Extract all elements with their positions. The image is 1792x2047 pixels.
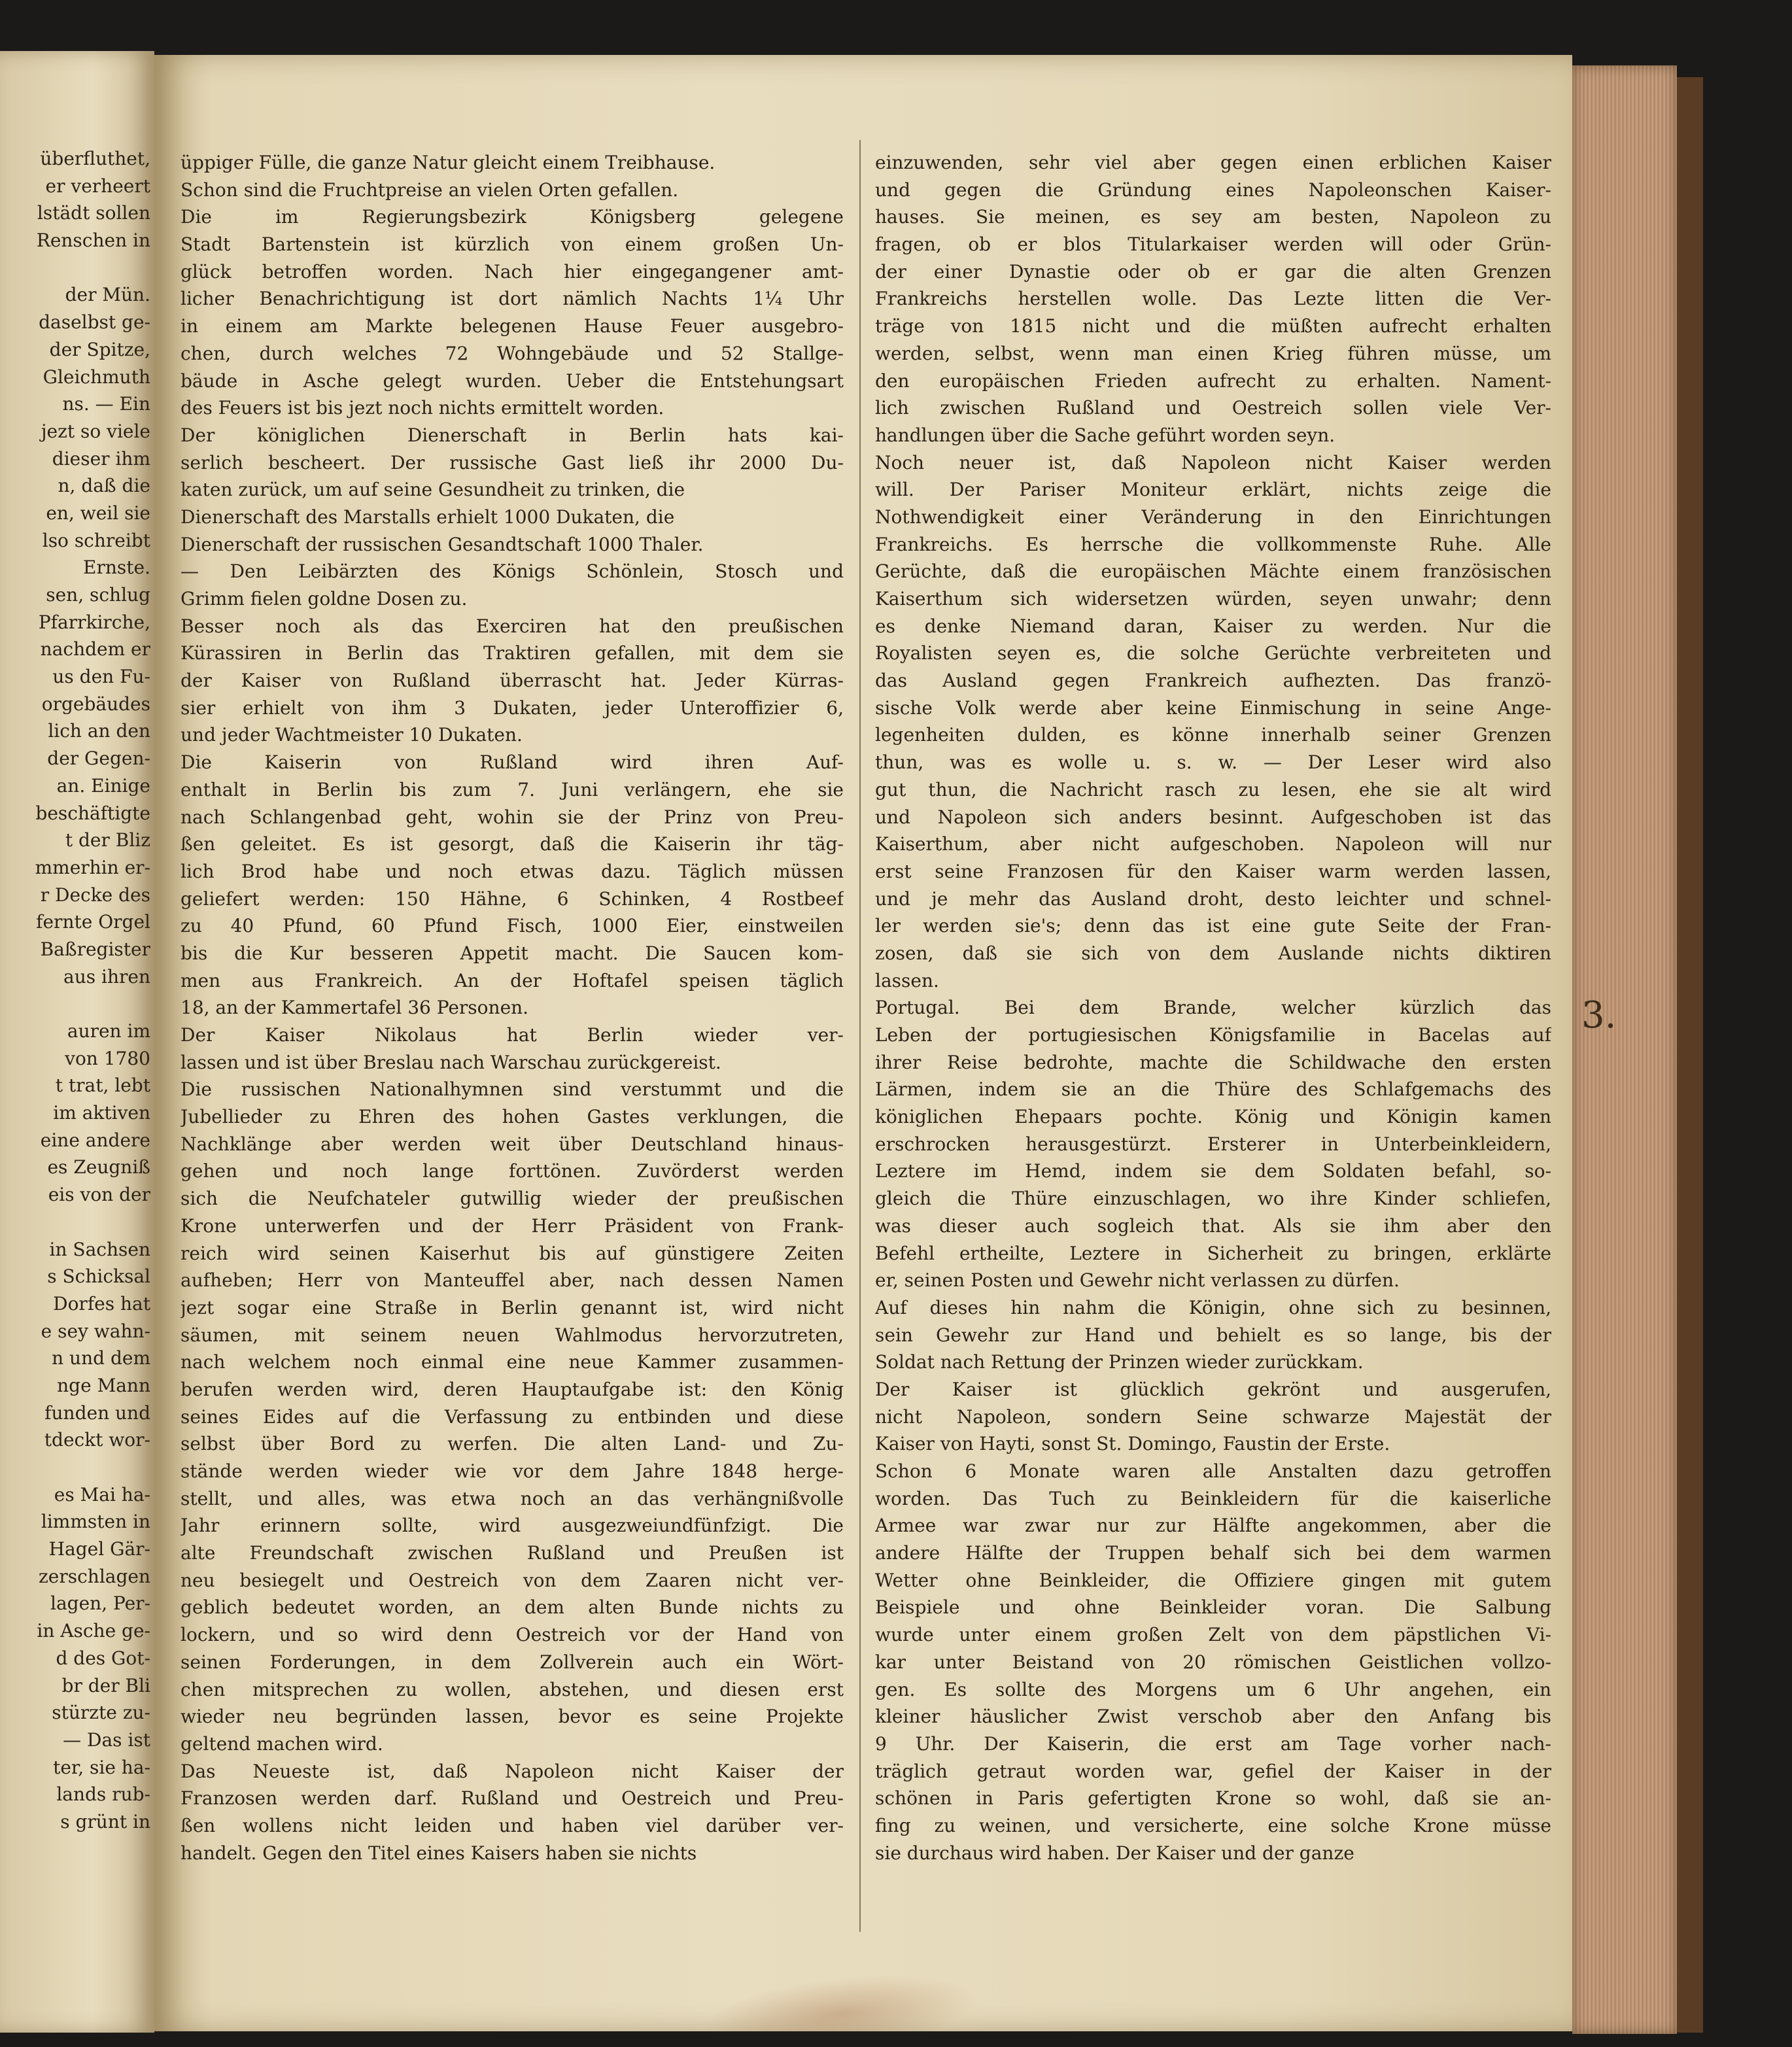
text-line: handlungen über die Sache geführt worden seyn. — [875, 424, 1335, 446]
text-line: Befehl ertheilte, Leztere in Sicherheit zu bringen, erklärte — [875, 1242, 1551, 1264]
text-line: neu besiegelt und Oestreich von dem Zaaren nicht ver- — [181, 1569, 844, 1591]
text-line: selbst über Bord zu werfen. Die alten Land- und Zu- — [181, 1433, 844, 1455]
text-line: Dienerschaft der russischen Gesandtschaft 1000 Thaler. — [181, 533, 704, 555]
text-line: Jahr erinnern sollte, wird ausgezweiundfünfzigt. Die — [181, 1515, 844, 1537]
text-line: seines Eides auf die Verfassung zu entbinden und diese — [181, 1405, 844, 1428]
text-line: schönen in Paris gefertigten Krone so wohl, daß sie an- — [875, 1787, 1551, 1810]
text-line: will. Der Pariser Moniteur erklärt, nichts zeige die — [875, 479, 1551, 501]
text-line: fragen, ob er blos Titularkaiser werden will oder Grün- — [875, 233, 1551, 256]
text-line: andere Hälfte der Truppen behalf sich bei dem warmen — [875, 1542, 1551, 1564]
text-line: der einer Dynastie oder ob er gar die alten Grenzen — [875, 260, 1551, 283]
text-line: wurde unter einem großen Zelt von dem päpstlichen Vi- — [875, 1624, 1551, 1646]
text-line: überfluthet, — [40, 148, 150, 169]
text-line: fernte Orgel — [36, 911, 150, 933]
text-line: Frankreichs herstellen wolle. Das Lezte litten die Ver- — [875, 288, 1551, 310]
text-line: Grimm fielen goldne Dosen zu. — [181, 588, 468, 610]
text-line: Ernste. — [83, 557, 150, 579]
text-line: Kaiser von Hayti, sonst St. Domingo, Faustin der Erste. — [875, 1433, 1390, 1455]
text-line: hauses. Sie meinen, es sey am besten, Napoleon zu — [875, 206, 1551, 228]
text-line: Soldat nach Rettung der Prinzen wieder zurückkam. — [875, 1351, 1364, 1373]
text-line: worden. Das Tuch zu Beinkleidern für die kaiserliche — [875, 1487, 1551, 1509]
text-line: sier erhielt von ihm 3 Dukaten, jeder Unteroffizier 6, — [181, 697, 844, 719]
text-line: er verheert — [45, 175, 150, 197]
text-line: Krone unterwerfen und der Herr Präsident von Frank- — [181, 1214, 844, 1237]
text-line: alte Freundschaft zwischen Rußland und Preußen ist — [181, 1542, 844, 1564]
text-line: kleiner häuslicher Zwist verschob aber den Anfang bis — [875, 1706, 1551, 1728]
text-line: der Gegen- — [47, 748, 150, 770]
text-line: lagen, Per- — [50, 1592, 150, 1615]
text-line: Dorfes hat — [53, 1292, 150, 1315]
text-line: Baßregister — [40, 938, 150, 960]
text-line: bäude in Asche gelegt wurden. Ueber die Entstehungsart — [181, 370, 844, 392]
text-line: stürzte zu- — [52, 1702, 150, 1724]
text-line: stände werden wieder wie vor dem Jahre 1848 herge- — [181, 1460, 844, 1482]
text-line: aufheben; Herr von Manteuffel aber, nach dessen Namen — [181, 1269, 844, 1292]
text-line: mmerhin er- — [35, 856, 150, 878]
text-line: stellt, und alles, was etwa noch an das verhängnißvolle — [181, 1487, 844, 1509]
text-line: t trat, lebt — [55, 1075, 150, 1097]
text-line: tdeckt wor- — [44, 1429, 150, 1451]
text-line: enthalt in Berlin bis zum 7. Juni verlängern, ehe sie — [181, 778, 844, 800]
text-line: nge Mann — [57, 1374, 150, 1396]
text-line: bis die Kur besseren Appetit macht. Die Saucen kom- — [181, 942, 844, 964]
text-line: Der königlichen Dienerschaft in Berlin hats kai- — [181, 424, 844, 446]
text-line: Auf dieses hin nahm die Königin, ohne sich zu besinnen, — [875, 1296, 1551, 1318]
text-line: nach welchem noch einmal eine neue Kammer zusammen- — [181, 1351, 844, 1373]
text-line: zerschlagen — [39, 1565, 150, 1587]
text-line: katen zurück, um auf seine Gesundheit zu trinken, die — [181, 479, 685, 501]
text-line: Gerüchte, daß die europäischen Mächte einem französischen — [875, 560, 1551, 583]
text-line: n, daß die — [58, 475, 150, 497]
text-line: Armee war zwar nur zur Hälfte angekommen, aber die — [875, 1515, 1551, 1537]
text-line: der Mün. — [65, 284, 150, 306]
text-line — [7, 254, 150, 282]
text-line: gehen und noch lange forttönen. Zuvörderst werden — [181, 1160, 844, 1182]
text-line — [7, 1209, 150, 1236]
text-line: men aus Frankreich. An der Hoftafel speisen täglich — [181, 969, 844, 991]
text-line: thun, was es wolle u. s. w. — Der Leser wird also — [875, 751, 1551, 774]
text-line: träglich getraut worden war, gefiel der Kaiser in der — [875, 1760, 1551, 1782]
text-line: — Das ist — [63, 1729, 150, 1751]
text-line: im aktiven — [53, 1102, 150, 1124]
text-line: Pfarrkirche, — [38, 611, 150, 633]
text-line: gut thun, die Nachricht rasch zu lesen, ehe sie alt wird — [875, 778, 1551, 800]
right-page — [154, 55, 1572, 2031]
text-line: und gegen die Gründung eines Napoleonschen Kaiser- — [875, 179, 1551, 201]
text-line: es denke Niemand daran, Kaiser zu werden. Nur die — [875, 615, 1551, 637]
text-line: Die im Regierungsbezirk Königsberg gelegene — [181, 206, 844, 228]
text-line: e sey wahn- — [41, 1320, 150, 1342]
text-line: d des Got- — [56, 1647, 150, 1669]
text-line: Nachklänge aber werden weit über Deutschland hinaus- — [181, 1133, 844, 1155]
text-line: Schon sind die Fruchtpreise an vielen Orten gefallen. — [181, 179, 679, 201]
text-line: erst seine Franzosen für den Kaiser warm werden lassen, — [875, 860, 1551, 882]
text-line: Beispiele und ohne Beinkleider voran. Die Salbung — [875, 1596, 1551, 1619]
text-line: ler werden sie's; denn das ist eine gute Seite der Fran- — [875, 915, 1551, 937]
text-line: legenheiten dulden, es könne innerhalb seiner Grenzen — [875, 724, 1551, 746]
text-line: daselbst ge- — [39, 311, 150, 334]
text-line: aus ihren — [63, 965, 150, 988]
text-line: Franzosen werden darf. Rußland und Oestreich und Preu- — [181, 1787, 844, 1810]
text-line: berufen werden wird, deren Hauptaufgabe ist: den König — [181, 1378, 844, 1400]
text-line: ßen geleitet. Es ist gesorgt, daß die Kaiserin ihr täg- — [181, 833, 844, 855]
text-line: ßen wollens nicht leiden und haben viel darüber ver- — [181, 1814, 844, 1836]
text-line: s Schicksal — [47, 1265, 150, 1288]
text-line: nachdem er — [40, 638, 150, 661]
text-line: sie durchaus wird haben. Der Kaiser und der ganze — [875, 1842, 1354, 1864]
text-line: geblich bedeutet worden, an dem alten Bunde nichts zu — [181, 1596, 844, 1619]
text-line: einzuwenden, sehr viel aber gegen einen erblichen Kaiser — [875, 152, 1551, 173]
text-line: Kürassiren in Berlin das Traktiren gefallen, mit dem sie — [181, 642, 844, 664]
text-line: ter, sie ha- — [53, 1756, 150, 1778]
text-line: von 1780 — [65, 1047, 150, 1069]
text-line: es Zeugniß — [47, 1156, 150, 1178]
text-line: geltend machen wird. — [181, 1732, 383, 1755]
text-line: dieser ihm — [52, 447, 150, 470]
text-line: des Feuers ist bis jezt noch nichts ermittelt worden. — [181, 397, 664, 419]
text-line: sich die Neufchateler gutwillig wieder der preußischen — [181, 1188, 844, 1210]
column-divider — [859, 140, 861, 1932]
text-line: lich an den — [48, 720, 150, 742]
text-line: lso schreibt — [42, 529, 150, 551]
text-line: lich Brod habe und noch etwas dazu. Täglich müssen — [181, 860, 844, 882]
text-line: es Mai ha- — [54, 1483, 150, 1505]
text-line: was dieser auch sogleich that. Als sie ihm aber den — [875, 1214, 1551, 1237]
text-line: er, seinen Posten und Gewehr nicht verlassen zu dürfen. — [875, 1269, 1400, 1292]
text-line: — Den Leibärzten des Königs Schönlein, Stosch und — [181, 560, 844, 583]
text-line: Nothwendigkeit einer Veränderung in den Einrichtungen — [875, 506, 1551, 528]
text-line: den europäischen Frieden aufrecht zu erhalten. Nament- — [875, 370, 1551, 392]
text-line: das Ausland gegen Frankreich aufhezten. Das franzö- — [875, 670, 1551, 692]
text-line: säumen, mit seinem neuen Wahlmodus hervorzutreten, — [181, 1324, 844, 1346]
text-line: zu 40 Pfund, 60 Pfund Fisch, 1000 Eier, einstweilen — [181, 915, 844, 937]
text-line: üppiger Fülle, die ganze Natur gleicht einem Treibhause. — [181, 152, 715, 173]
text-line: fing zu weinen, und versicherte, eine solche Krone müsse — [875, 1814, 1551, 1836]
text-line: und jeder Wachtmeister 10 Dukaten. — [181, 724, 523, 746]
text-line: serlich bescheert. Der russische Gast ließ ihr 2000 Du- — [181, 451, 844, 473]
text-line: und Napoleon sich anders besinnt. Aufgeschoben ist das — [875, 806, 1551, 828]
text-line: seinen Forderungen, in dem Zollverein auch ein Wört- — [181, 1651, 844, 1673]
text-line: ihrer Reise bedrohte, machte die Schildwache den ersten — [875, 1051, 1551, 1073]
text-line: Renschen in — [36, 230, 150, 252]
text-line — [7, 1454, 150, 1481]
text-line: kar unter Beistand von 20 römischen Geistlichen vollzo- — [875, 1651, 1551, 1673]
text-line: Leztere im Hemd, indem sie dem Soldaten befahl, so- — [875, 1160, 1551, 1182]
text-line: erschrocken herausgestürzt. Ersterer in Unterbeinkleidern, — [875, 1133, 1551, 1155]
text-line: Kaiserthum, aber nicht aufgeschoben. Napoleon will nur — [875, 833, 1551, 855]
text-line: auren im — [67, 1020, 150, 1042]
text-line: Leben der portugiesischen Königsfamilie in Bacelas auf — [875, 1024, 1551, 1046]
text-line: Kaiserthum sich widersetzen würden, seyen unwahr; denn — [875, 588, 1551, 610]
text-line: an. Einige — [56, 774, 150, 797]
text-line: werden, selbst, wenn man einen Krieg führen müsse, um — [875, 342, 1551, 364]
text-line: der Kaiser von Rußland überrascht hat. Jeder Kürras- — [181, 670, 844, 692]
text-line: lockern, und so wird denn Oestreich vor der Hand von — [181, 1624, 844, 1646]
text-line: jezt so viele — [41, 420, 150, 442]
text-line: lands rub- — [56, 1783, 150, 1806]
text-line: licher Benachrichtigung ist dort nämlich Nachts 1¼ Uhr — [181, 288, 844, 310]
text-line: eine andere — [40, 1129, 150, 1151]
text-line: orgebäudes — [41, 693, 150, 715]
text-line: Portugal. Bei dem Brande, welcher kürzlich das — [875, 997, 1551, 1019]
text-line: zosen, daß sie sich von dem Auslande nichts diktiren — [875, 942, 1551, 964]
text-line: sen, schlug — [46, 584, 150, 606]
text-line: Die russischen Nationalhymnen sind verstummt und die — [181, 1078, 844, 1101]
text-column-2 — [875, 149, 1551, 1866]
left-page — [0, 51, 154, 2033]
text-line: in Asche ge- — [37, 1620, 150, 1642]
text-line: br der Bli — [61, 1674, 150, 1696]
text-line: s grünt in — [60, 1810, 150, 1832]
text-line: t der Bliz — [65, 829, 150, 851]
ink-stain — [700, 1963, 981, 2031]
text-line: lich zwischen Rußland und Oestreich sollen viele Ver- — [875, 397, 1551, 419]
text-line: sische Volk werde aber keine Einmischung in seine Ange- — [875, 697, 1551, 719]
text-line: Royalisten seyen es, die solche Gerüchte verbreiteten und — [875, 642, 1551, 664]
text-line: Das Neueste ist, daß Napoleon nicht Kaiser der — [181, 1760, 844, 1782]
text-line: 9 Uhr. Der Kaiserin, die erst am Tage vorher nach- — [875, 1732, 1551, 1755]
text-line: träge von 1815 nicht und die müßten aufrecht erhalten — [875, 315, 1551, 337]
text-line: ns. — Ein — [62, 393, 150, 415]
text-line: us den Fu- — [52, 666, 150, 688]
text-line: Wetter ohne Beinkleider, die Offiziere gingen mit gutem — [875, 1569, 1551, 1591]
text-line: eis von der — [48, 1184, 150, 1206]
text-line: handelt. Gegen den Titel eines Kaisers haben sie nichts — [181, 1842, 697, 1864]
text-line: Jubellieder zu Ehren des hohen Gastes verklungen, die — [181, 1106, 844, 1128]
text-line: n und dem — [52, 1347, 150, 1369]
text-line: sein Gewehr zur Hand und behielt es so lange, bis der — [875, 1324, 1551, 1346]
text-line: Lärmen, indem sie an die Thüre des Schlafgemachs des — [875, 1078, 1551, 1101]
text-line: Stadt Bartenstein ist kürzlich von einem großen Un- — [181, 233, 844, 256]
text-line: gleich die Thüre einzuschlagen, wo ihre Kinder schliefen, — [875, 1188, 1551, 1210]
text-line: Gleichmuth — [43, 366, 150, 388]
text-line: in einem am Markte belegenen Hause Feuer ausgebro- — [181, 315, 844, 337]
text-line: Dienerschaft des Marstalls erhielt 1000 Dukaten, die — [181, 506, 675, 528]
text-line: lstädt sollen — [37, 202, 150, 224]
text-line: Der Kaiser ist glücklich gekrönt und ausgerufen, — [875, 1378, 1551, 1400]
book-cover-edge — [1677, 77, 1703, 2033]
text-line: glück betroffen worden. Nach hier eingegangener amt- — [181, 260, 844, 283]
text-line: chen mitsprechen zu wollen, abstehen, und diesen erst — [181, 1678, 844, 1700]
text-line: 18, an der Kammertafel 36 Personen. — [181, 997, 529, 1019]
text-line: Noch neuer ist, daß Napoleon nicht Kaiser werden — [875, 451, 1551, 473]
text-line — [7, 990, 150, 1018]
text-column-1 — [181, 149, 844, 1866]
text-line: nach Schlangenbad geht, wohin sie der Prinz von Preu- — [181, 806, 844, 828]
text-line: jezt sogar eine Straße in Berlin genannt ist, wird nicht — [181, 1296, 844, 1318]
text-line: funden und — [44, 1402, 150, 1424]
text-line: Schon 6 Monate waren alle Anstalten dazu getroffen — [875, 1460, 1551, 1482]
text-line: wieder neu begründen lassen, bevor es seine Projekte — [181, 1706, 844, 1728]
text-line: und je mehr das Ausland droht, desto leichter und schnel- — [875, 887, 1551, 910]
text-line: königlichen Ehepaars pochte. König und Königin kamen — [875, 1106, 1551, 1128]
text-line: en, weil sie — [46, 502, 150, 524]
text-line: Hagel Gär- — [48, 1538, 150, 1560]
text-line: r Decke des — [40, 884, 150, 906]
text-line: Die Kaiserin von Rußland wird ihren Auf- — [181, 751, 844, 774]
margin-mark: 3. — [1581, 994, 1617, 1037]
text-line: lassen und ist über Breslau nach Warschau zurückgereist. — [181, 1051, 721, 1073]
text-line: Frankreichs. Es herrsche die vollkommenste Ruhe. Alle — [875, 533, 1551, 555]
page-block-edge — [1572, 65, 1677, 2034]
text-line: chen, durch welches 72 Wohngebäude und 52 Stallge- — [181, 342, 844, 364]
text-line: beschäftigte — [35, 802, 150, 824]
text-line: geliefert werden: 150 Hähne, 6 Schinken, 4 Rostbeef — [181, 887, 844, 910]
text-line: der Spitze, — [49, 338, 150, 360]
text-line: lassen. — [875, 969, 939, 991]
text-line: in Sachsen — [49, 1238, 150, 1260]
text-line: gen. Es sollte des Morgens um 6 Uhr angehen, ein — [875, 1678, 1551, 1700]
text-line: reich wird seinen Kaiserhut bis auf günstigere Zeiten — [181, 1242, 844, 1264]
text-line: Der Kaiser Nikolaus hat Berlin wieder ver- — [181, 1024, 844, 1046]
text-line: nicht Napoleon, sondern Seine schwarze Majestät der — [875, 1405, 1551, 1428]
text-line: Besser noch als das Exerciren hat den preußischen — [181, 615, 844, 637]
text-line: limmsten in — [41, 1511, 150, 1533]
left-page-text-column — [7, 145, 150, 1836]
